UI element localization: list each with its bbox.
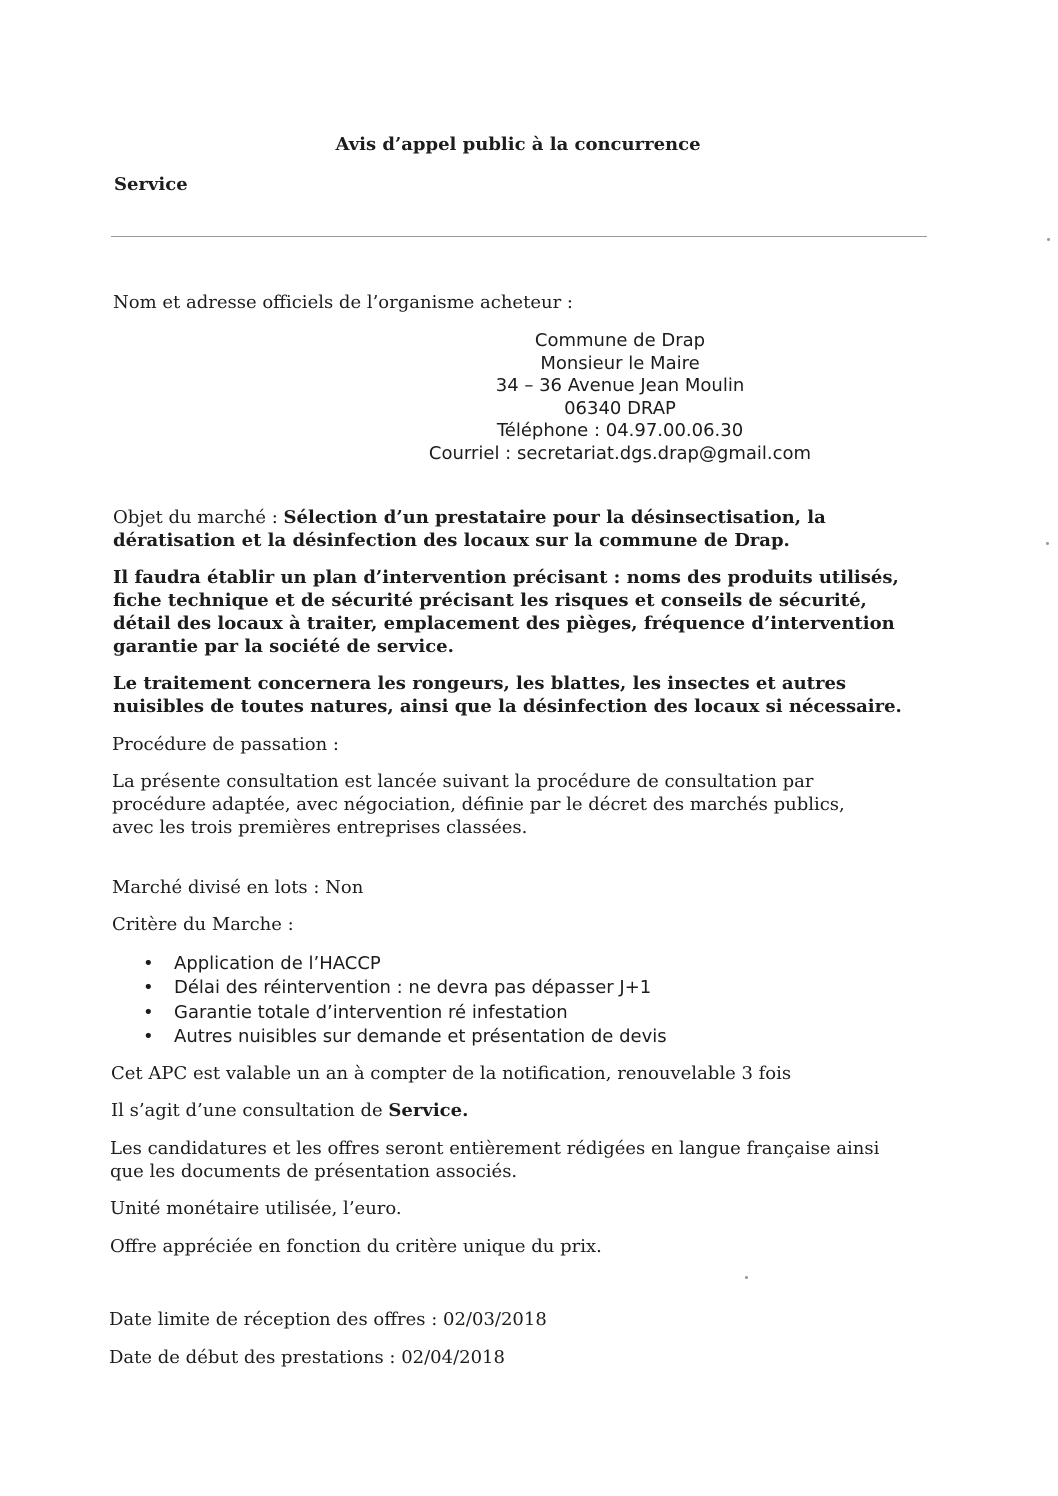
procedure-line-3: avec les trois premières entreprises classées. [112, 817, 528, 838]
traitement-line-1: Le traitement concernera les rongeurs, les blattes, les insectes et autres [113, 673, 847, 694]
buyer-email: Courriel : secretariat.dgs.drap@gmail.com [428, 442, 812, 464]
bullet-icon: • [143, 1025, 154, 1047]
scan-speck [1047, 238, 1050, 241]
language-line-1: Les candidatures et les offres seront entièrement rédigées en langue française ainsi [110, 1138, 880, 1159]
criteria-text: Délai des réintervention : ne devra pas dépasser J+1 [174, 977, 652, 999]
validity-line: Cet APC est valable un an à compter de la notification, renouvelable 3 fois [111, 1063, 792, 1084]
buyer-phone: Téléphone : 04.97.00.06.30 [496, 420, 744, 442]
procedure-line-1: La présente consultation est lancée suivant la procédure de consultation par [112, 771, 814, 792]
procedure-line-2: procédure adaptée, avec négociation, définie par le décret des marchés publics, [112, 794, 845, 815]
bullet-icon: • [143, 953, 154, 974]
start-date-line: Date de début des prestations : 02/04/2018 [109, 1347, 505, 1368]
criteria-text: Application de l’HACCP [174, 953, 381, 974]
buyer-street: 34 – 36 Avenue Jean Moulin [495, 375, 745, 397]
buyer-label: Nom et adresse officiels de l’organisme acheteur : [113, 292, 573, 313]
page-title: Avis d’appel public à la concurrence [335, 134, 701, 155]
currency-line: Unité monétaire utilisée, l’euro. [110, 1198, 402, 1219]
criteria-text: Garantie totale d’intervention ré infestation [174, 1001, 568, 1023]
buyer-city: 06340 DRAP [564, 397, 676, 419]
consultation-type: Service. [388, 1100, 469, 1121]
traitement-line-2: nuisibles de toutes natures, ainsi que la désinfection des locaux si nécessaire. [113, 696, 902, 717]
plan-line-3: détail des locaux à traiter, emplacement des pièges, fréquence d’intervention [113, 613, 895, 634]
list-item [112, 952, 667, 976]
objet-line-1 [113, 507, 826, 529]
buyer-contact: Monsieur le Maire [540, 352, 700, 374]
list-item [112, 976, 667, 1000]
list-item [112, 1025, 667, 1049]
horizontal-divider [111, 236, 927, 237]
deadline-line: Date limite de réception des offres : 02/03/2018 [109, 1309, 547, 1330]
plan-line-4: garantie par la société de service. [113, 636, 454, 657]
list-item [112, 1001, 667, 1025]
language-line-2: que les documents de présentation associés. [110, 1161, 518, 1182]
price-criterion-line: Offre appréciée en fonction du critère unique du prix. [110, 1236, 602, 1257]
plan-line-1: Il faudra établir un plan d’intervention précisant : noms des produits utilisés, [113, 567, 899, 588]
criteria-list [112, 952, 667, 1049]
objet-label: Objet du marché : [113, 507, 284, 528]
lots-line: Marché divisé en lots : Non [112, 877, 364, 898]
objet-line-2: dératisation et la désinfection des locaux sur la commune de Drap. [113, 530, 790, 551]
criteria-text: Autres nuisibles sur demande et présentation de devis [174, 1025, 667, 1047]
buyer-address-block [260, 330, 980, 466]
consultation-prefix: Il s’agit d’une consultation de [111, 1100, 389, 1121]
bullet-icon: • [143, 1001, 154, 1023]
buyer-name: Commune de Drap [534, 330, 706, 351]
plan-line-2: fiche technique et de sécurité précisant les risques et conseils de sécurité, [113, 590, 867, 611]
procedure-label: Procédure de passation : [112, 734, 339, 755]
bullet-icon: • [143, 977, 154, 999]
objet-text-1: Sélection d’un prestataire pour la désinsectisation, la [283, 507, 826, 528]
criteria-label: Critère du Marche : [112, 914, 294, 935]
consultation-line [111, 1100, 468, 1122]
category-heading: Service [114, 174, 188, 195]
scan-speck [745, 1276, 748, 1279]
scan-speck [1046, 542, 1049, 545]
